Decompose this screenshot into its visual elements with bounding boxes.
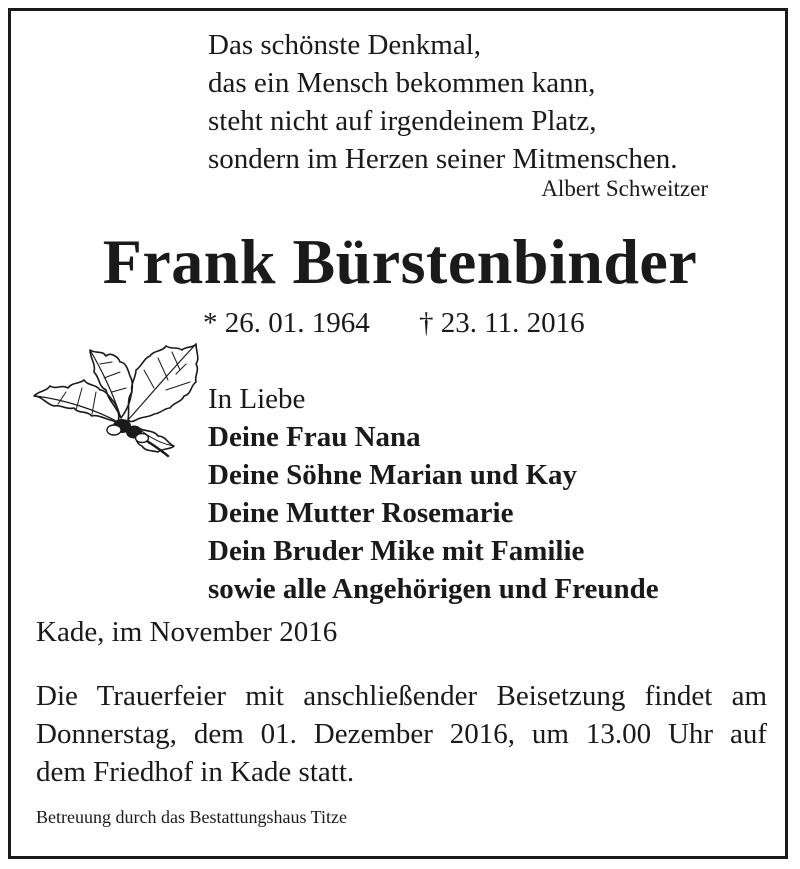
quote-line: das ein Mensch bekommen kann, <box>208 67 596 99</box>
quote-line: Das schönste Denkmal, <box>208 29 482 61</box>
mourner-line: Deine Söhne Marian und Kay <box>208 459 577 491</box>
oak-leaves-acorns-icon <box>26 330 206 465</box>
deceased-name: Frank Bürstenbinder <box>102 226 698 297</box>
mourner-line: Deine Frau Nana <box>208 421 421 453</box>
mourner-line: sowie alle Angehörigen und Freunde <box>208 573 659 605</box>
quote-line: sondern im Herzen seiner Mitmenschen. <box>208 143 678 175</box>
ceremony-line: Die Trauerfeier mit anschließender Beisetzung findet am <box>36 680 767 712</box>
birth-date: * 26. 01. 1964 <box>203 307 370 339</box>
quote-line: steht nicht auf irgendeinem Platz, <box>208 105 597 137</box>
life-dates <box>203 307 585 340</box>
ceremony-line: Donnerstag, dem 01. Dezember 2016, um 13.00 Uhr auf <box>36 718 767 750</box>
ceremony-line: dem Friedhof in Kade statt. <box>36 756 355 788</box>
death-date: † 23. 11. 2016 <box>419 307 585 339</box>
quote-author: Albert Schweitzer <box>541 176 708 201</box>
mourners-block <box>208 380 659 608</box>
mourner-line: Deine Mutter Rosemarie <box>208 497 514 529</box>
mourners-intro: In Liebe <box>208 383 306 415</box>
mourner-line: Dein Bruder Mike mit Familie <box>208 535 585 567</box>
place-date: Kade, im November 2016 <box>36 616 338 648</box>
quote-block <box>208 26 728 178</box>
funeral-home-credit: Betreuung durch das Bestattungshaus Titze <box>36 807 347 827</box>
ceremony-text <box>36 677 767 791</box>
